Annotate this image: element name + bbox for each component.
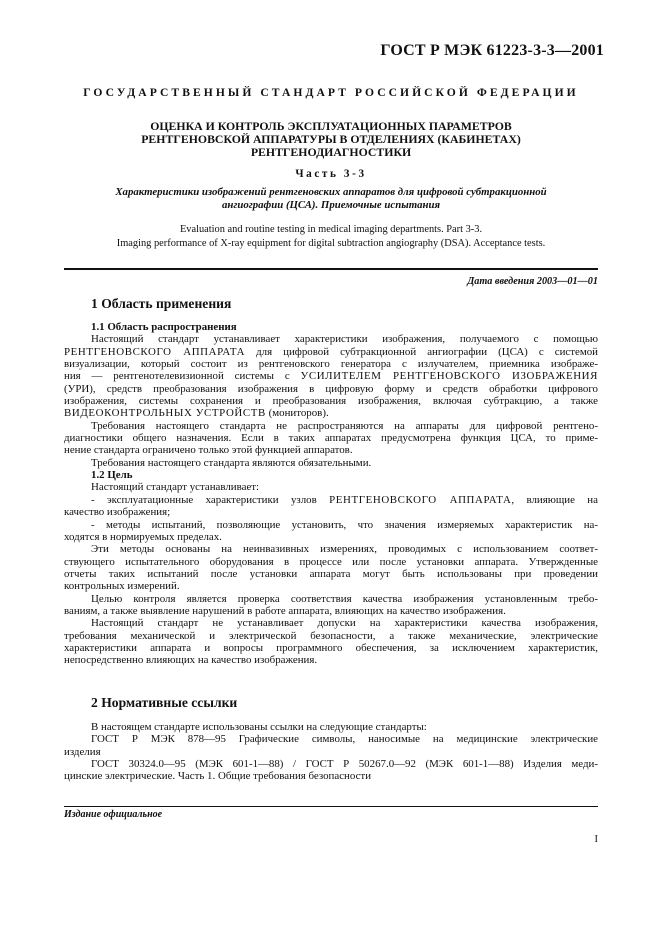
text-line: ГОСТ Р МЭК 878—95 Графические символы, наносимые на медицинские электрические [91, 733, 598, 746]
text-line: визуализации, который состоит из рентгеновского генератора с излучателем, приемника изображе- [64, 358, 598, 371]
text-line: Настоящий стандарт не устанавливает допуски на характеристики качества изображения, [91, 617, 598, 630]
section-2 [64, 697, 598, 709]
text-fragment: для цифровой субтракционной ангиографии (ЦСА) с системой [245, 345, 598, 358]
term: РЕНТГЕНОВСКОГО АППАРАТА [64, 345, 246, 358]
title-line: РЕНТГЕНОДИАГНОСТИКИ [250, 145, 412, 159]
text-line: ГОСТ 30324.0—95 (МЭК 601-1—88) / ГОСТ Р 50267.0—92 (МЭК 601-1—88) Изделия меди- [91, 758, 598, 771]
section-2-body [64, 721, 598, 783]
section-1 [64, 298, 598, 310]
text-line: требования механической и электрической безопасности, а также механические, электрические [64, 629, 598, 642]
title-line: ОЦЕНКА И КОНТРОЛЬ ЭКСПЛУАТАЦИОННЫХ ПАРАМЕТРОВ [150, 119, 512, 133]
term: РЕНТГЕНОВСКОГО АППАРАТА [329, 493, 512, 506]
text-line: Целью контроля является проверка соответствия качества изображения установленным требо- [91, 592, 598, 605]
text-line: Настоящий стандарт устанавливает: [91, 481, 260, 494]
text-line: диагностики общего назначения. Если в таких аппаратах предусмотрена функция ЦСА, то приме- [64, 432, 598, 445]
text-line: Требования настоящего стандарта являются обязательными. [91, 456, 372, 469]
text-fragment: , влияющие на [511, 493, 598, 506]
english-title [64, 223, 598, 251]
text-line: характеристики аппарата и вопросы программного обеспечения, за исключением характеристик, [64, 641, 598, 654]
standard-designation: ГОСТ Р МЭК 61223-3-3—2001 [380, 42, 604, 59]
text-line: Требования настоящего стандарта не распространяются на аппараты для цифровой рентгено- [91, 419, 598, 432]
state-standard-title: ГОСУДАРСТВЕННЫЙ СТАНДАРТ РОССИЙСКОЙ ФЕДЕРАЦИИ [83, 86, 579, 99]
english-title-line: Imaging performance of X-ray equipment for digital subtraction angiography (DSA). Acceptance tests. [116, 238, 546, 249]
text-line: качество изображения; [64, 506, 171, 519]
section-1-body [64, 321, 598, 667]
text-fragment: (мониторов). [265, 407, 329, 420]
subtitle-line: Характеристики изображений рентгеновских аппаратов для цифровой субтракционной [115, 186, 547, 198]
section-heading: 2 Нормативные ссылки [91, 695, 238, 710]
text-line: Эти методы основаны на неинвазивных измерениях, проводимых с использованием соответ- [91, 543, 598, 556]
introduction-date: Дата введения 2003—01—01 [467, 276, 598, 287]
text-line [64, 494, 598, 506]
text-line: изображения, системы сохранения и преобразования изображения, включая субтракцию, а также [64, 395, 598, 408]
english-title-line: Evaluation and routine testing in medical imaging departments. Part 3-3. [179, 224, 483, 235]
title-line: РЕНТГЕНОВСКОЙ АППАРАТУРЫ В ОТДЕЛЕНИЯХ (КАБИНЕТАХ) [141, 132, 521, 146]
title-divider [64, 268, 598, 270]
text-fragment: - эксплуатационные характеристики узлов [91, 493, 330, 506]
text-line [64, 370, 598, 382]
text-line [64, 346, 598, 358]
page-number: I [594, 834, 598, 845]
text-line: нение стандарта ограничено только этой функцией аппаратов. [64, 444, 353, 457]
text-line: (УРИ), средств преобразования изображения в цифровую форму и средств обработки цифрового [64, 382, 598, 395]
text-line: контрольных измерений. [64, 580, 180, 593]
text-line: ходятся в нормируемых пределах. [64, 530, 222, 543]
text-line: непосредственно влияющих на качество изображения. [64, 654, 318, 667]
text-line: ствующего испытательного оборудования в процессе или после установки аппарата. Утвержденные [64, 555, 598, 568]
text-line: Настоящий стандарт устанавливает характеристики изображения, получаемого с помощью [91, 333, 598, 346]
text-line: отчеты таких испытаний после установки аппарата могут быть использованы при проведении [64, 567, 598, 580]
section-heading: 1 Область применения [91, 296, 232, 311]
subtitle-line: ангиографии (ЦСА). Приемочные испытания [221, 199, 441, 211]
term: ВИДЕОКОНТРОЛЬНЫХ УСТРОЙСТВ [64, 407, 266, 420]
text-line: В настоящем стандарте использованы ссылки на следующие стандарты: [91, 721, 427, 733]
text-line [64, 407, 598, 419]
term: УСИЛИТЕЛЕМ РЕНТГЕНОВСКОГО ИЗОБРАЖЕНИЯ [300, 370, 598, 383]
text-line: изделия [64, 745, 101, 758]
subsection-heading: 1.1 Область распространения [91, 321, 237, 333]
document-title [64, 120, 598, 159]
text-line: ваниям, а также выявление нарушений в работе аппарата, влияющих на качество изображения. [64, 604, 506, 617]
part-label: Часть 3-3 [295, 168, 367, 180]
footer-divider [64, 806, 598, 807]
text-line: - методы испытаний, позволяющие установить, что значения измеряемых характеристик на- [91, 518, 598, 531]
official-edition-note: Издание официальное [64, 809, 163, 820]
text-line: цинские электрические. Часть 1. Общие требования безопасности [64, 770, 372, 783]
document-subtitle [64, 186, 598, 212]
subsection-heading: 1.2 Цель [91, 469, 133, 482]
text-fragment: ния — рентгенотелевизионной системы с [64, 370, 301, 383]
